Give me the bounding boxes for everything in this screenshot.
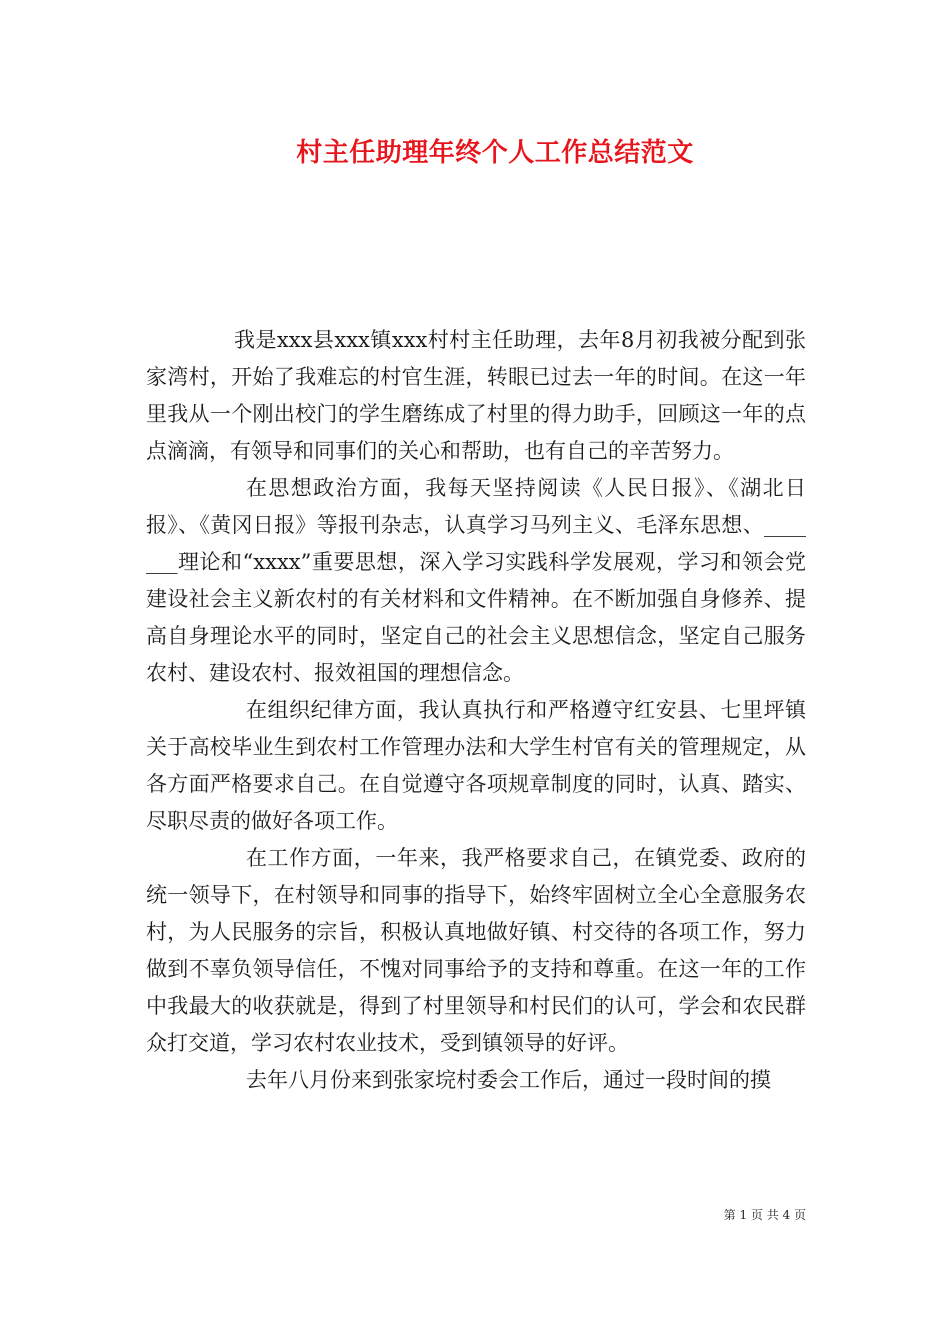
paragraph-politics: 在思想政治方面，我每天坚持阅读《人民日报》、《湖北日报》、《黄冈日报》等报刊杂志，认真学习马列主义、毛泽东思想、_______理论和“xxxx”重要思想，深入学习实践科学发展观，学习和领会党建设社会主义新农村的有关材料和文件精神。在不断加强自身修养、提高自身理论水平的同时，坚定自己的社会主义思想信念，坚定自己服务农村、建设农村、报效祖国的理想信念。 [146, 476, 806, 685]
paragraph-continued: 去年八月份来到张家垸村委会工作后，通过一段时间的摸 [246, 1068, 771, 1092]
paragraph-intro: 我是xxx县xxx镇xxx村村主任助理，去年8月初我被分配到张家湾村，开始了我难忘的村官生涯，转眼已过去一年的时间。在这一年里我从一个刚出校门的学生磨练成了村里的得力助手，回顾这一年的点点滴滴，有领导和同事们的关心和帮助，也有自己的辛苦努力。 [146, 328, 806, 463]
document-title: 村主任助理年终个人工作总结范文 [296, 138, 694, 168]
document-body [146, 322, 806, 1099]
paragraph-discipline: 在组织纪律方面，我认真执行和严格遵守红安县、七里坪镇关于高校毕业生到农村工作管理办法和大学生村官有关的管理规定，从各方面严格要求自己。在自觉遵守各项规章制度的同时，认真、踏实、尽职尽责的做好各项工作。 [146, 698, 806, 833]
page-number-footer: 第 1 页 共 4 页 [723, 1208, 806, 1222]
paragraph-work: 在工作方面，一年来，我严格要求自己，在镇党委、政府的统一领导下，在村领导和同事的指导下，始终牢固树立全心全意服务农村，为人民服务的宗旨，积极认真地做好镇、村交待的各项工作，努力做到不辜负领导信任，不愧对同事给予的支持和尊重。在这一年的工作中我最大的收获就是，得到了村里领导和村民们的认可，学会和农民群众打交道，学习农村农业技术，受到镇领导的好评。 [146, 846, 806, 1055]
